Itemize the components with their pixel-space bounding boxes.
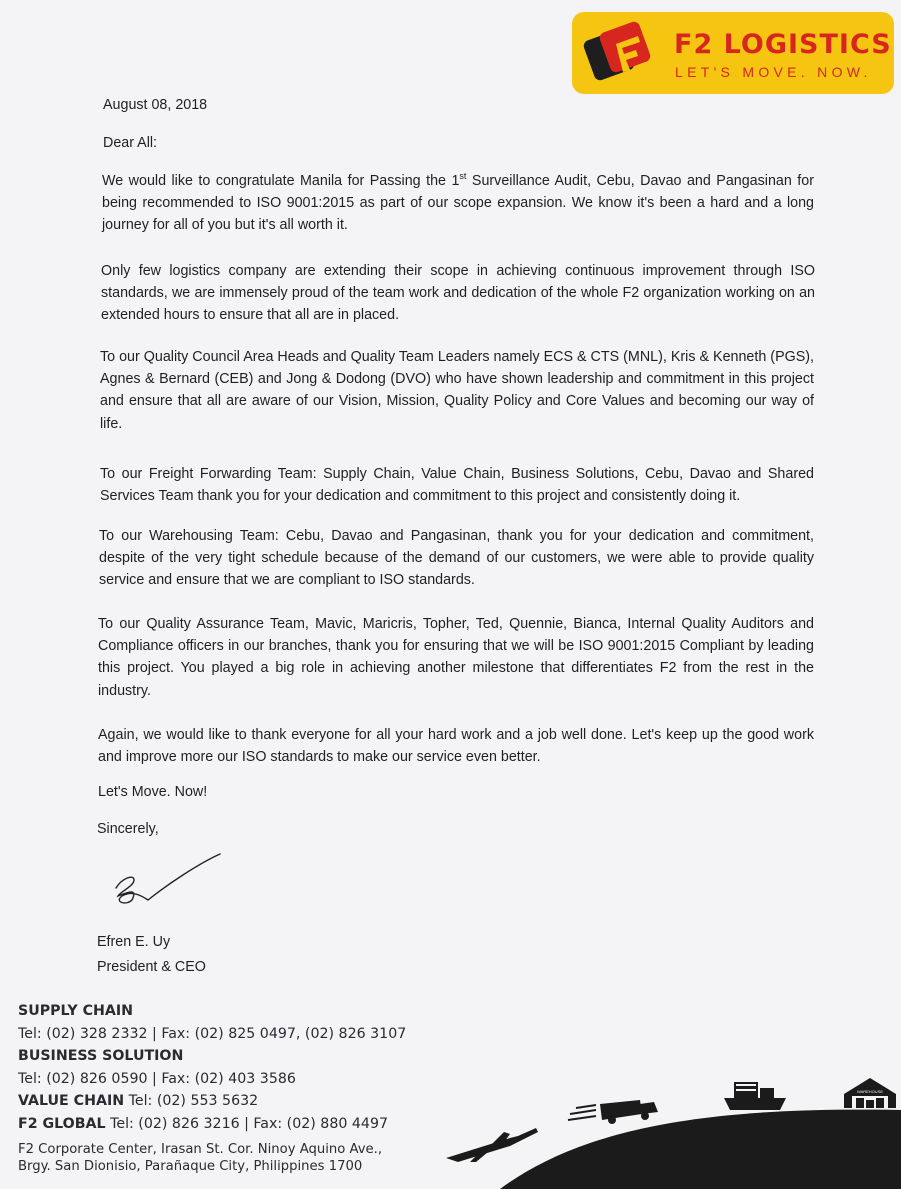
cargo-ship-icon: [724, 1082, 786, 1110]
ordinal-superscript: st: [459, 171, 467, 182]
paragraph-6: To our Quality Assurance Team, Mavic, Maricris, Topher, Ted, Quennie, Bianca, Internal Quality Auditors and Compliance officers in our branches, thank you for ensuring that we will be ISO 9001:2015 Compliant by leading this project. You played a big role in achieving another milestone that differentiates F2 from the rest in the industry.: [98, 616, 814, 699]
warehouse-sign-text: WAREHOUSE: [856, 1089, 884, 1094]
signer-name: Efren E. Uy: [97, 934, 171, 950]
paragraph-2: Only few logistics company are extending their scope in achieving continuous improvement through ISO standards, we are immensely proud of the team work and dedication of the whole F2 organization working on an extended hours to ensure that all are in placed.: [101, 263, 815, 324]
paragraph-1-start: We would like to congratulate Manila for Passing the 1: [102, 173, 460, 189]
paragraph-7: Again, we would like to thank everyone for all your hard work and a job well done. Let's keep up the good work and improve more our ISO standards to make our service even better.: [98, 727, 814, 766]
delivery-truck-icon: [568, 1100, 658, 1124]
letter-closing: Sincerely,: [97, 821, 159, 837]
supply-chain-contact: Tel: (02) 328 2332 | Fax: (02) 825 0497, (02) 826 3107: [18, 1025, 407, 1042]
letter-salutation: Dear All:: [103, 135, 158, 151]
logo-wordmark: [674, 29, 892, 60]
logo-logistics-text: LOGISTICS: [723, 29, 892, 60]
business-solution-contact: Tel: (02) 826 0590 | Fax: (02) 403 3586: [18, 1070, 296, 1087]
logo-f2-text: F2: [674, 29, 714, 60]
handwritten-signature-icon: [108, 850, 228, 910]
paragraph-5: To our Warehousing Team: Cebu, Davao and Pangasinan, thank you for your dedication and commitment, despite of the very tight schedule because of the demand of our customers, we were able to provide quality service and ensure that we are compliant to ISO standards.: [99, 528, 814, 589]
f2-logo-mark-icon: [582, 20, 654, 86]
letter-date: August 08, 2018: [103, 97, 208, 113]
footer-contacts: [18, 1000, 406, 1175]
logo-tagline: LET'S MOVE. NOW.: [675, 64, 872, 80]
address-line-1: F2 Corporate Center, Irasan St. Cor. Ninoy Aquino Ave.,: [18, 1142, 383, 1157]
warehouse-icon: [844, 1078, 896, 1108]
company-logo: [572, 12, 894, 94]
paragraph-1-rest: Surveillance Audit, Cebu, Davao and Pangasinan for being recommended to ISO 9001:2015 as part of our scope expansion. We know it's been a hard and a long journey for all of you but it's all worth it.: [102, 173, 814, 234]
f2-global-line: F2 GLOBAL Tel: (02) 826 3216 | Fax: (02) 880 4497: [18, 1115, 388, 1132]
paragraph-4: To our Freight Forwarding Team: Supply Chain, Value Chain, Business Solutions, Cebu, Davao and Shared Services Team thank you for your dedication and commitment to this project and consistently doing it.: [100, 466, 814, 505]
value-chain-line: VALUE CHAIN Tel: (02) 553 5632: [18, 1093, 259, 1109]
business-solution-heading: BUSINESS SOLUTION: [18, 1048, 184, 1064]
supply-chain-heading: SUPPLY CHAIN: [18, 1003, 133, 1019]
letter-motto: Let's Move. Now!: [98, 784, 208, 800]
paragraph-1: [102, 170, 814, 237]
address-line-2: Brgy. San Dionisio, Parañaque City, Philippines 1700: [18, 1159, 363, 1174]
airplane-icon: [446, 1128, 538, 1162]
signer-title: President & CEO: [97, 959, 206, 975]
paragraph-3: To our Quality Council Area Heads and Quality Team Leaders namely ECS & CTS (MNL), Kris & Kenneth (PGS), Agnes & Bernard (CEB) and Jong & Dodong (DVO) who have shown leadership and commitment in this project and ensure that all are aware of our Vision, Mission, Quality Policy and Core Values and becoming our way of life.: [100, 349, 814, 432]
logistics-hill-artwork: [440, 1070, 901, 1189]
